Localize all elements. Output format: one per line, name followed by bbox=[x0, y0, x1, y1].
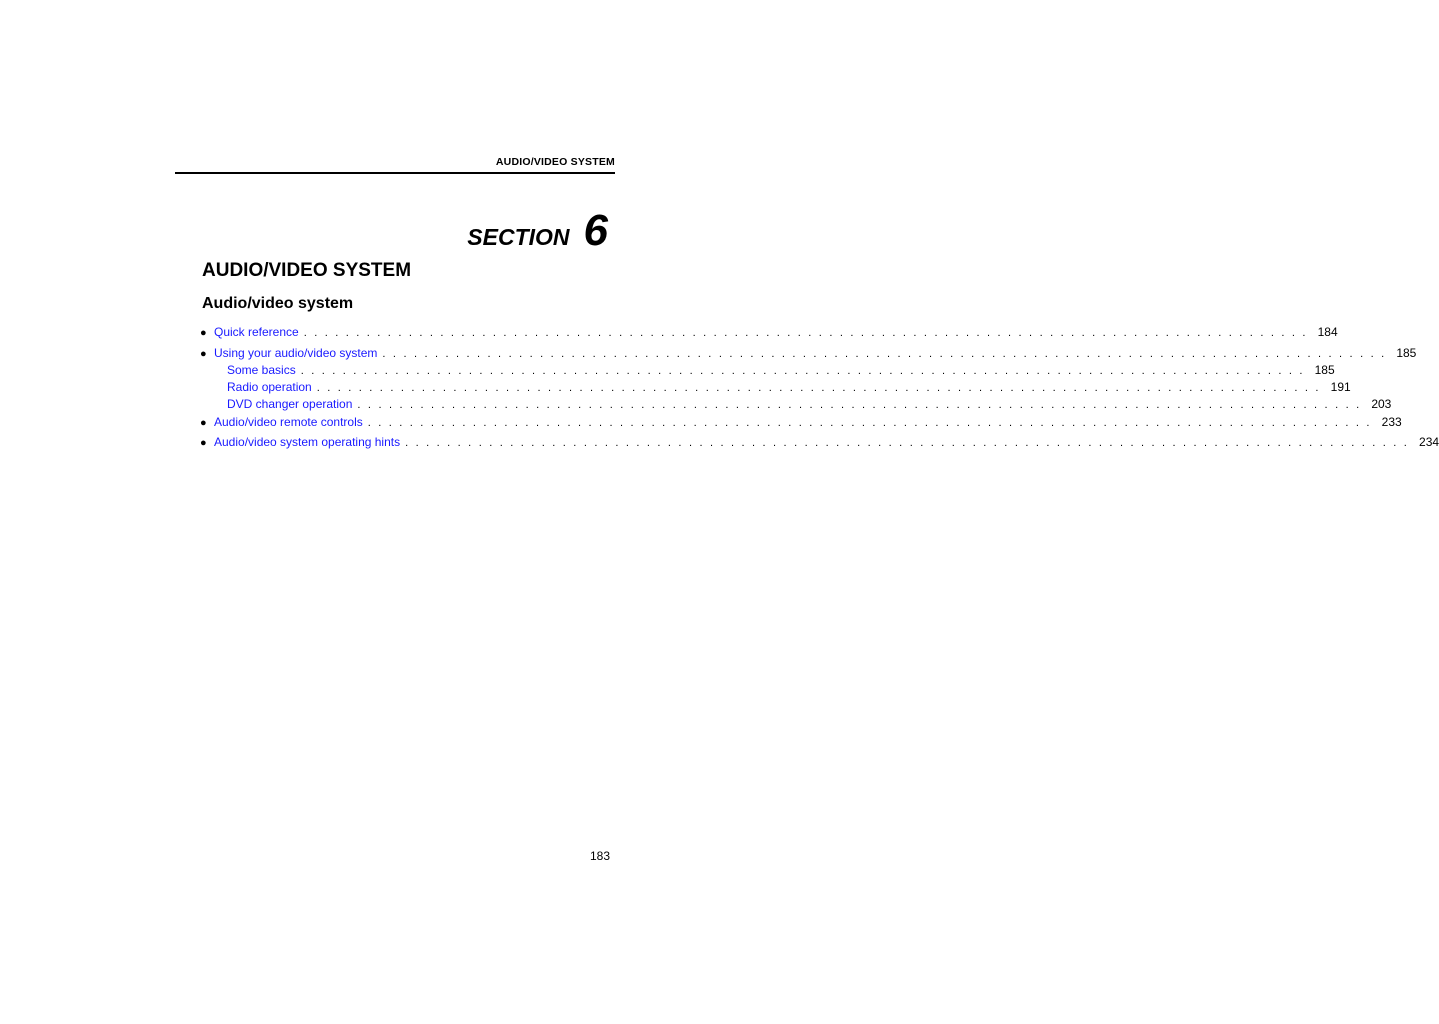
toc-link-quick-reference[interactable]: Quick reference bbox=[214, 325, 299, 339]
toc-page-number: 191 bbox=[1330, 380, 1351, 394]
bullet-icon: ● bbox=[200, 437, 207, 449]
dot-leader: . . . . . . . . . . . . . . . . . . . . . . . . . . . . . . . . . . . . . . . . . . . . . . . . . . . . . . . . . . . . . . . . . . . . . . . . . . . . . . . . . . . . . . . . . . . . . . . . bbox=[367, 417, 1372, 429]
section-title: AUDIO/VIDEO SYSTEM bbox=[202, 260, 412, 281]
toc-page-number: 184 bbox=[1317, 325, 1338, 339]
toc-entry-some-basics[interactable] bbox=[200, 363, 1335, 379]
dot-leader: . . . . . . . . . . . . . . . . . . . . . . . . . . . . . . . . . . . . . . . . . . . . . . . . . . . . . . . . . . . . . . . . . . . . . . . . . . . . . . . . . . . . . . . . . . . . . . . . bbox=[405, 437, 1410, 449]
toc-entry-remote-controls[interactable] bbox=[200, 415, 1402, 431]
dot-leader: . . . . . . . . . . . . . . . . . . . . . . . . . . . . . . . . . . . . . . . . . . . . . . . . . . . . . . . . . . . . . . . . . . . . . . . . . . . . . . . . . . . . . . . . . . . . . . . . bbox=[316, 382, 1321, 394]
toc-page-number: 203 bbox=[1371, 397, 1392, 411]
dot-leader: . . . . . . . . . . . . . . . . . . . . . . . . . . . . . . . . . . . . . . . . . . . . . . . . . . . . . . . . . . . . . . . . . . . . . . . . . . . . . . . . . . . . . . . . . . . . . . . . bbox=[382, 348, 1387, 360]
header-rule bbox=[175, 172, 615, 174]
toc-entry-radio-operation[interactable] bbox=[200, 380, 1351, 396]
running-header: AUDIO/VIDEO SYSTEM bbox=[495, 156, 615, 168]
toc-page-number: 234 bbox=[1419, 435, 1439, 449]
toc-page-number: 185 bbox=[1396, 346, 1417, 360]
toc-link-radio-operation[interactable]: Radio operation bbox=[227, 380, 312, 394]
toc-entry-using-audio-video-system[interactable] bbox=[200, 346, 1417, 362]
dot-leader: . . . . . . . . . . . . . . . . . . . . . . . . . . . . . . . . . . . . . . . . . . . . . . . . . . . . . . . . . . . . . . . . . . . . . . . . . . . . . . . . . . . . . . . . . . . . . . . . bbox=[303, 327, 1308, 339]
bullet-icon: ● bbox=[200, 348, 207, 360]
page-number: 183 bbox=[589, 849, 610, 863]
section-word: SECTION bbox=[467, 224, 570, 250]
dot-leader: . . . . . . . . . . . . . . . . . . . . . . . . . . . . . . . . . . . . . . . . . . . . . . . . . . . . . . . . . . . . . . . . . . . . . . . . . . . . . . . . . . . . . . . . . . . . . . . . bbox=[300, 365, 1305, 377]
dot-leader: . . . . . . . . . . . . . . . . . . . . . . . . . . . . . . . . . . . . . . . . . . . . . . . . . . . . . . . . . . . . . . . . . . . . . . . . . . . . . . . . . . . . . . . . . . . . . . . . bbox=[357, 399, 1362, 411]
toc-link-remote-controls[interactable]: Audio/video remote controls bbox=[214, 415, 363, 429]
toc-link-using-audio-video-system[interactable]: Using your audio/video system bbox=[214, 346, 378, 360]
toc-entry-quick-reference[interactable] bbox=[200, 325, 1338, 341]
toc-link-operating-hints[interactable]: Audio/video system operating hints bbox=[214, 435, 401, 449]
subsection-title: Audio/video system bbox=[202, 295, 354, 312]
toc-link-some-basics[interactable]: Some basics bbox=[227, 363, 296, 377]
bullet-icon: ● bbox=[200, 417, 207, 429]
section-number: 6 bbox=[583, 206, 608, 255]
toc-entry-operating-hints[interactable] bbox=[200, 435, 1439, 451]
section-heading bbox=[175, 206, 608, 256]
bullet-icon: ● bbox=[200, 327, 207, 339]
toc-page-number: 185 bbox=[1314, 363, 1335, 377]
toc-page-number: 233 bbox=[1381, 415, 1402, 429]
toc-link-dvd-changer-operation[interactable]: DVD changer operation bbox=[227, 397, 353, 411]
toc-entry-dvd-changer-operation[interactable] bbox=[200, 397, 1392, 413]
